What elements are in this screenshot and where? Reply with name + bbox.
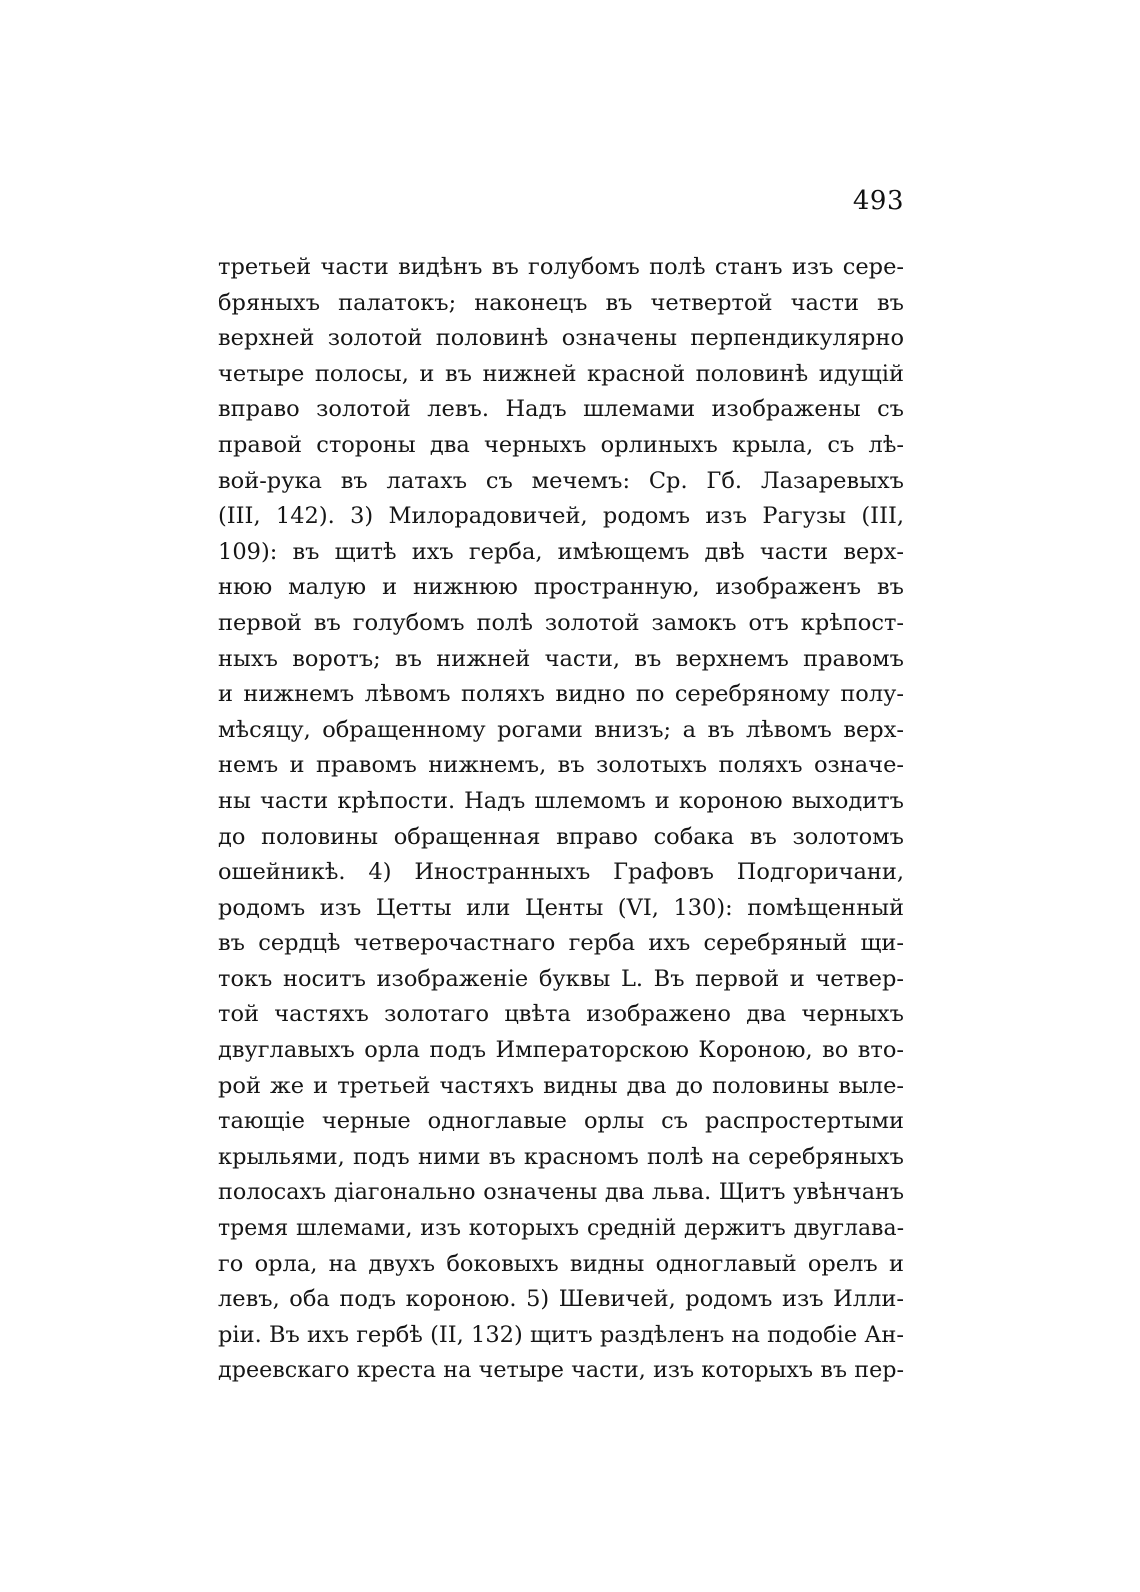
text-line: тающіе черные одноглавые орлы съ распростертыми	[218, 1108, 904, 1135]
text-line: (III, 142). 3) Милорадовичей, родомъ изъ Рагузы (III,	[218, 503, 904, 530]
text-line: родомъ изъ Цетты или Центы (VI, 130): помѣщенный	[218, 894, 904, 921]
text-line: до половины обращенная вправо собака въ золотомъ	[218, 823, 904, 850]
text-line: левъ, оба подъ короною. 5) Шевичей, родомъ изъ Илли-	[218, 1286, 904, 1313]
text-line: немъ и правомъ нижнемъ, въ золотыхъ поляхъ означе-	[218, 752, 904, 779]
text-line: тремя шлемами, изъ которыхъ средній держитъ двуглава-	[218, 1216, 904, 1242]
text-line: го орла, на двухъ боковыхъ видны одноглавый орелъ и	[218, 1250, 904, 1277]
text-line: ошейникѣ. 4) Иностранныхъ Графовъ Подгоричани,	[218, 859, 904, 886]
text-line: двуглавыхъ орла подъ Императорскою Короною, во вто-	[218, 1037, 904, 1064]
text-line: и нижнемъ лѣвомъ поляхъ видно по серебряному полу-	[218, 681, 904, 708]
text-line: полосахъ діагонально означены два льва. Щитъ увѣнчанъ	[218, 1179, 904, 1206]
text-line: вправо золотой левъ. Надъ шлемами изображены съ	[218, 396, 904, 423]
text-line: первой въ голубомъ полѣ золотой замокъ отъ крѣпост-	[218, 609, 904, 636]
text-line: той частяхъ золотаго цвѣта изображено два черныхъ	[218, 1001, 904, 1028]
text-line: 109): въ щитѣ ихъ герба, имѣющемъ двѣ части верх-	[218, 538, 904, 565]
text-line: крыльями, подъ ними въ красномъ полѣ на серебряныхъ	[218, 1143, 904, 1170]
text-line: мѣсяцу, обращенному рогами внизъ; а въ лѣвомъ верх-	[218, 716, 904, 743]
text-line: дреевскаго креста на четыре части, изъ которыхъ въ пер-	[218, 1357, 904, 1384]
text-line: ныхъ воротъ; въ нижней части, въ верхнемъ правомъ	[218, 645, 904, 672]
text-line: верхней золотой половинѣ означены перпендикулярно	[218, 325, 904, 352]
text-line: четыре полосы, и въ нижней красной половинѣ идущій	[218, 360, 904, 387]
body-text	[218, 250, 904, 1389]
text-line: правой стороны два черныхъ орлиныхъ крыла, съ лѣ-	[218, 431, 904, 458]
text-line: ны части крѣпости. Надъ шлемомъ и короною выходитъ	[218, 787, 904, 814]
text-line: рой же и третьей частяхъ видны два до половины выле-	[218, 1072, 904, 1099]
text-line: въ сердцѣ четверочастнаго герба ихъ серебряный щи-	[218, 930, 904, 957]
text-line: бряныхъ палатокъ; наконецъ въ четвертой части въ	[218, 289, 904, 316]
page-number: 493	[852, 186, 904, 216]
text-line: вой-рука въ латахъ съ мечемъ: Ср. Гб. Лазаревыхъ	[218, 467, 904, 494]
text-line: ріи. Въ ихъ гербѣ (II, 132) щитъ раздѣленъ на подобіе Ан-	[218, 1321, 904, 1348]
text-line: нюю малую и нижнюю пространную, изображенъ въ	[218, 574, 904, 601]
text-line: третьей части видѣнъ въ голубомъ полѣ станъ изъ сере-	[218, 254, 904, 280]
text-line: токъ носитъ изображеніе буквы L. Въ первой и четвер-	[218, 965, 904, 992]
